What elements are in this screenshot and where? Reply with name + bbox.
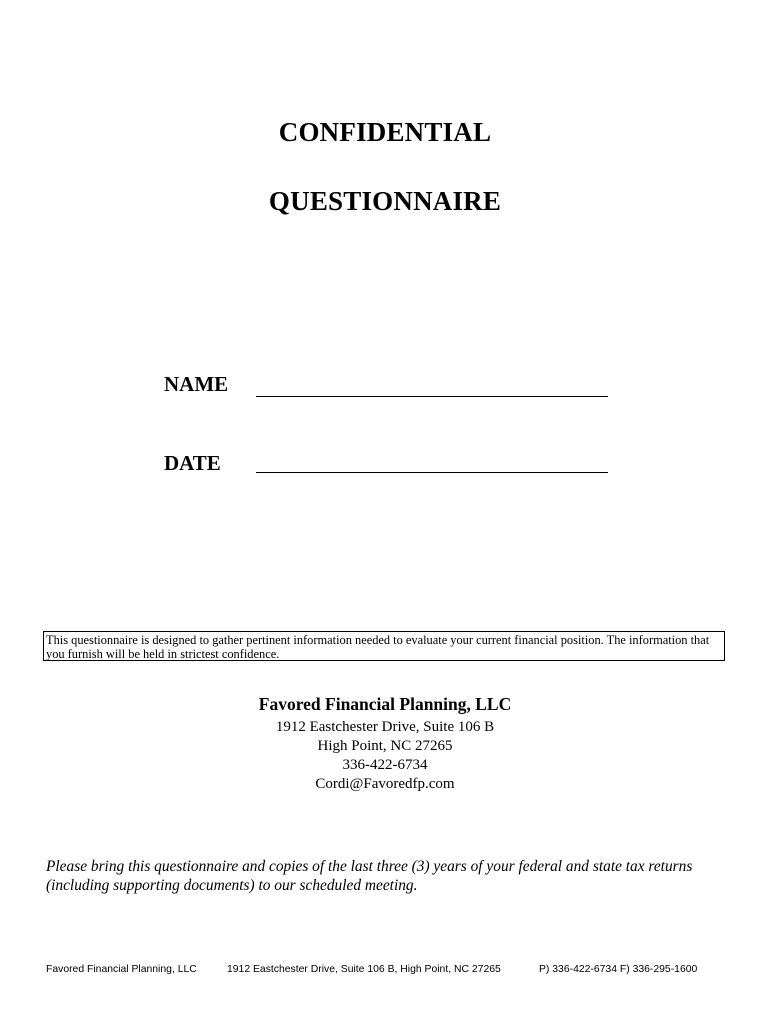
date-label: DATE <box>164 451 221 475</box>
date-field[interactable] <box>256 472 608 473</box>
name-label: NAME <box>164 372 229 396</box>
company-phone: 336-422-6734 <box>342 757 428 773</box>
confidentiality-notice: This questionnaire is designed to gather pertinent information needed to evaluate your current financial position. The information that you furnish will be held in strictest confidence. <box>43 631 725 661</box>
footer-phones: P) 336-422-6734 F) 336-295-1600 <box>539 964 698 975</box>
name-field[interactable] <box>256 396 608 397</box>
company-address: 1912 Eastchester Drive, Suite 106 B <box>275 719 495 735</box>
document-title: CONFIDENTIAL <box>278 117 492 147</box>
footer-company: Favored Financial Planning, LLC <box>46 964 197 975</box>
company-email: Cordi@Favoredfp.com <box>315 776 455 792</box>
footer-address: 1912 Eastchester Drive, Suite 106 B, High Point, NC 27265 <box>227 964 501 975</box>
meeting-instructions: Please bring this questionnaire and copies of the last three (3) years of your federal and state tax returns (including supporting documents) to our scheduled meeting. <box>46 858 693 894</box>
company-city: High Point, NC 27265 <box>317 738 453 754</box>
company-name: Favored Financial Planning, LLC <box>258 694 512 714</box>
document-subtitle: QUESTIONNAIRE <box>268 186 502 216</box>
